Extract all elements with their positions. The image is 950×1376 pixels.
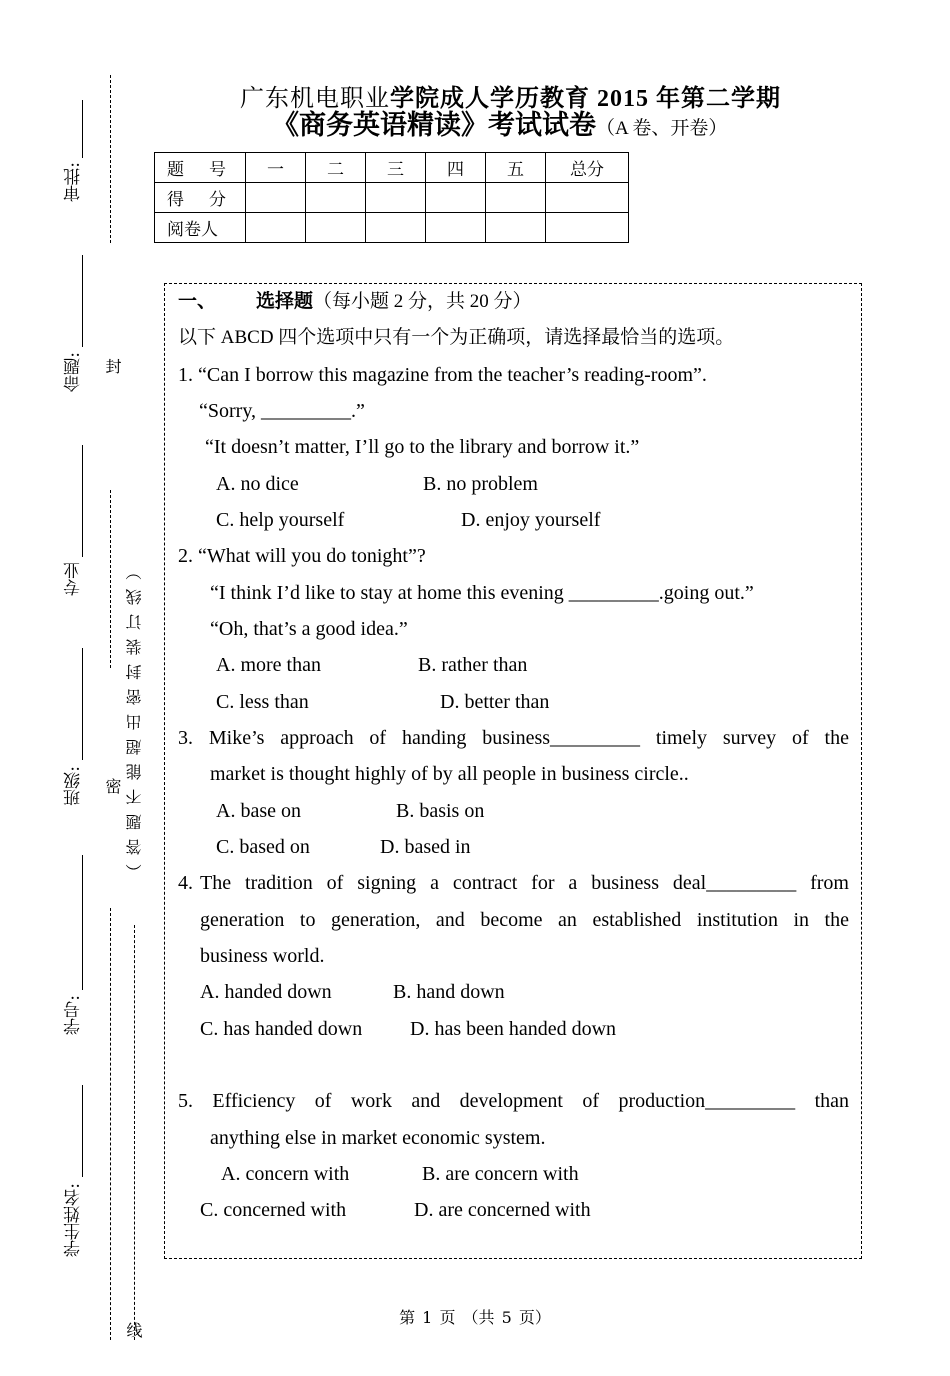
seal-notice: （答题不能超出密封装订线） [125, 555, 144, 880]
approval-line [82, 100, 83, 158]
score-row-label: 得 分 [155, 183, 246, 213]
page-footer: 第 1 页 （共 5 页） [399, 1308, 551, 1327]
section-instruction: 以下 ABCD 四个选项中只有一个为正确项，请选择最恰当的选项。 [178, 327, 735, 348]
q4-option-c[interactable]: C. has handed down [200, 1018, 363, 1040]
q1-line3: “It doesn’t matter, I’ll go to the library and borrow it.” [205, 436, 640, 458]
q3-stem [178, 726, 849, 750]
q2-option-a[interactable]: A. more than [216, 654, 321, 676]
q5-option-b[interactable]: B. are concern with [422, 1163, 579, 1185]
q3-line1: 3. Mike’s approach of handing business_________ timely survey of the [178, 727, 849, 749]
title-line2-main: 《商务英语精读》考试试卷 [272, 110, 596, 140]
q5-stem [178, 1089, 849, 1113]
class-label: 班级: [64, 766, 84, 806]
seal-char-feng: 封 [103, 358, 122, 374]
class-line [82, 648, 83, 760]
q2-option-b[interactable]: B. rather than [418, 654, 528, 676]
exam-title-line2 [272, 103, 727, 142]
seal-char-mi: 密 [103, 778, 122, 794]
score-cell[interactable] [426, 183, 486, 213]
score-cell[interactable] [486, 183, 546, 213]
q4-option-a[interactable]: A. handed down [200, 981, 332, 1003]
q4-stem-line1 [200, 871, 849, 895]
q3-option-c[interactable]: C. based on [216, 836, 310, 858]
grader-cell[interactable] [306, 213, 366, 243]
q5-option-d[interactable]: D. are concerned with [414, 1199, 591, 1221]
student-id-label: 学号: [64, 995, 84, 1035]
binding-dashed-line-3 [110, 908, 111, 1340]
grader-cell[interactable] [486, 213, 546, 243]
binding-dashed-line-4 [134, 925, 135, 1340]
binding-dashed-line-2 [110, 490, 111, 668]
score-table-grader-row [155, 213, 629, 243]
q1-line2: “Sorry, _________.” [199, 400, 365, 422]
q5-line1: 5. Efficiency of work and development of production_________ than [178, 1090, 849, 1112]
q3-option-b[interactable]: B. basis on [396, 800, 485, 822]
grader-cell[interactable] [246, 213, 306, 243]
q2-line2: “I think I’d like to stay at home this evening _________.going out.” [210, 582, 754, 604]
grader-row-label: 阅卷人 [155, 213, 246, 243]
title-line2-sub: （A 卷、开卷） [596, 118, 728, 139]
q4-line2: generation to generation, and become an established institution in the [200, 909, 849, 931]
section-heading [178, 290, 532, 314]
score-cell[interactable] [366, 183, 426, 213]
q1-option-c[interactable]: C. help yourself [216, 509, 345, 531]
score-cell[interactable] [246, 183, 306, 213]
score-col-total: 总分 [546, 153, 629, 183]
score-col-label: 题 号 [155, 153, 246, 183]
grader-cell[interactable] [426, 213, 486, 243]
title-line1-bold: 学院成人学历教育 2015 年第二学期 [390, 86, 781, 112]
title-line1-normal: 广东机电职业 [240, 86, 390, 112]
q1-option-d[interactable]: D. enjoy yourself [461, 509, 601, 531]
score-cell-total[interactable] [546, 183, 629, 213]
setter-label: 命题: [64, 352, 84, 392]
q4-option-b[interactable]: B. hand down [393, 981, 505, 1003]
q1-stem: 1. “Can I borrow this magazine from the teacher’s reading-room”. [178, 364, 707, 386]
q1-option-a[interactable]: A. no dice [216, 473, 299, 495]
score-col-1: 一 [246, 153, 306, 183]
setter-line [82, 255, 83, 347]
score-col-3: 三 [366, 153, 426, 183]
q1-option-b[interactable]: B. no problem [423, 473, 538, 495]
q2-stem: 2. “What will you do tonight”? [178, 545, 426, 567]
q4-line1: The tradition of signing a contract for a business deal_________ from [200, 872, 849, 894]
binding-dashed-line-1 [110, 75, 111, 243]
q3-line2: market is thought highly of by all people in business circle.. [210, 763, 689, 785]
q2-option-d[interactable]: D. better than [440, 691, 550, 713]
score-col-2: 二 [306, 153, 366, 183]
q5-option-a[interactable]: A. concern with [221, 1163, 350, 1185]
seal-char-xian: 线 [124, 1322, 143, 1338]
q3-option-d[interactable]: D. based in [380, 836, 471, 858]
section-number: 一、 [178, 291, 217, 312]
section-title: 选择题 [256, 291, 314, 312]
q4-line3: business world. [200, 945, 325, 967]
section-points: （每小题 2 分，共 20 分） [313, 291, 532, 312]
score-col-4: 四 [426, 153, 486, 183]
student-name-label: 学生姓名: [64, 1183, 84, 1257]
grader-cell[interactable] [366, 213, 426, 243]
q2-option-c[interactable]: C. less than [216, 691, 309, 713]
student-id-line [82, 855, 83, 990]
q4-number: 4. [178, 872, 193, 894]
student-name-line [82, 1085, 83, 1177]
score-table-header-row [155, 153, 629, 183]
score-table [154, 152, 629, 243]
major-line [82, 445, 83, 557]
q5-line2: anything else in market economic system. [210, 1127, 546, 1149]
q4-stem-line2 [200, 908, 849, 932]
q2-line3: “Oh, that’s a good idea.” [210, 618, 408, 640]
grader-cell-total[interactable] [546, 213, 629, 243]
major-label: 专业 [64, 562, 84, 596]
score-col-5: 五 [486, 153, 546, 183]
score-table-score-row [155, 183, 629, 213]
score-cell[interactable] [306, 183, 366, 213]
q3-option-a[interactable]: A. base on [216, 800, 301, 822]
approval-label: 审批: [64, 162, 84, 202]
q4-option-d[interactable]: D. has been handed down [410, 1018, 617, 1040]
q5-option-c[interactable]: C. concerned with [200, 1199, 347, 1221]
